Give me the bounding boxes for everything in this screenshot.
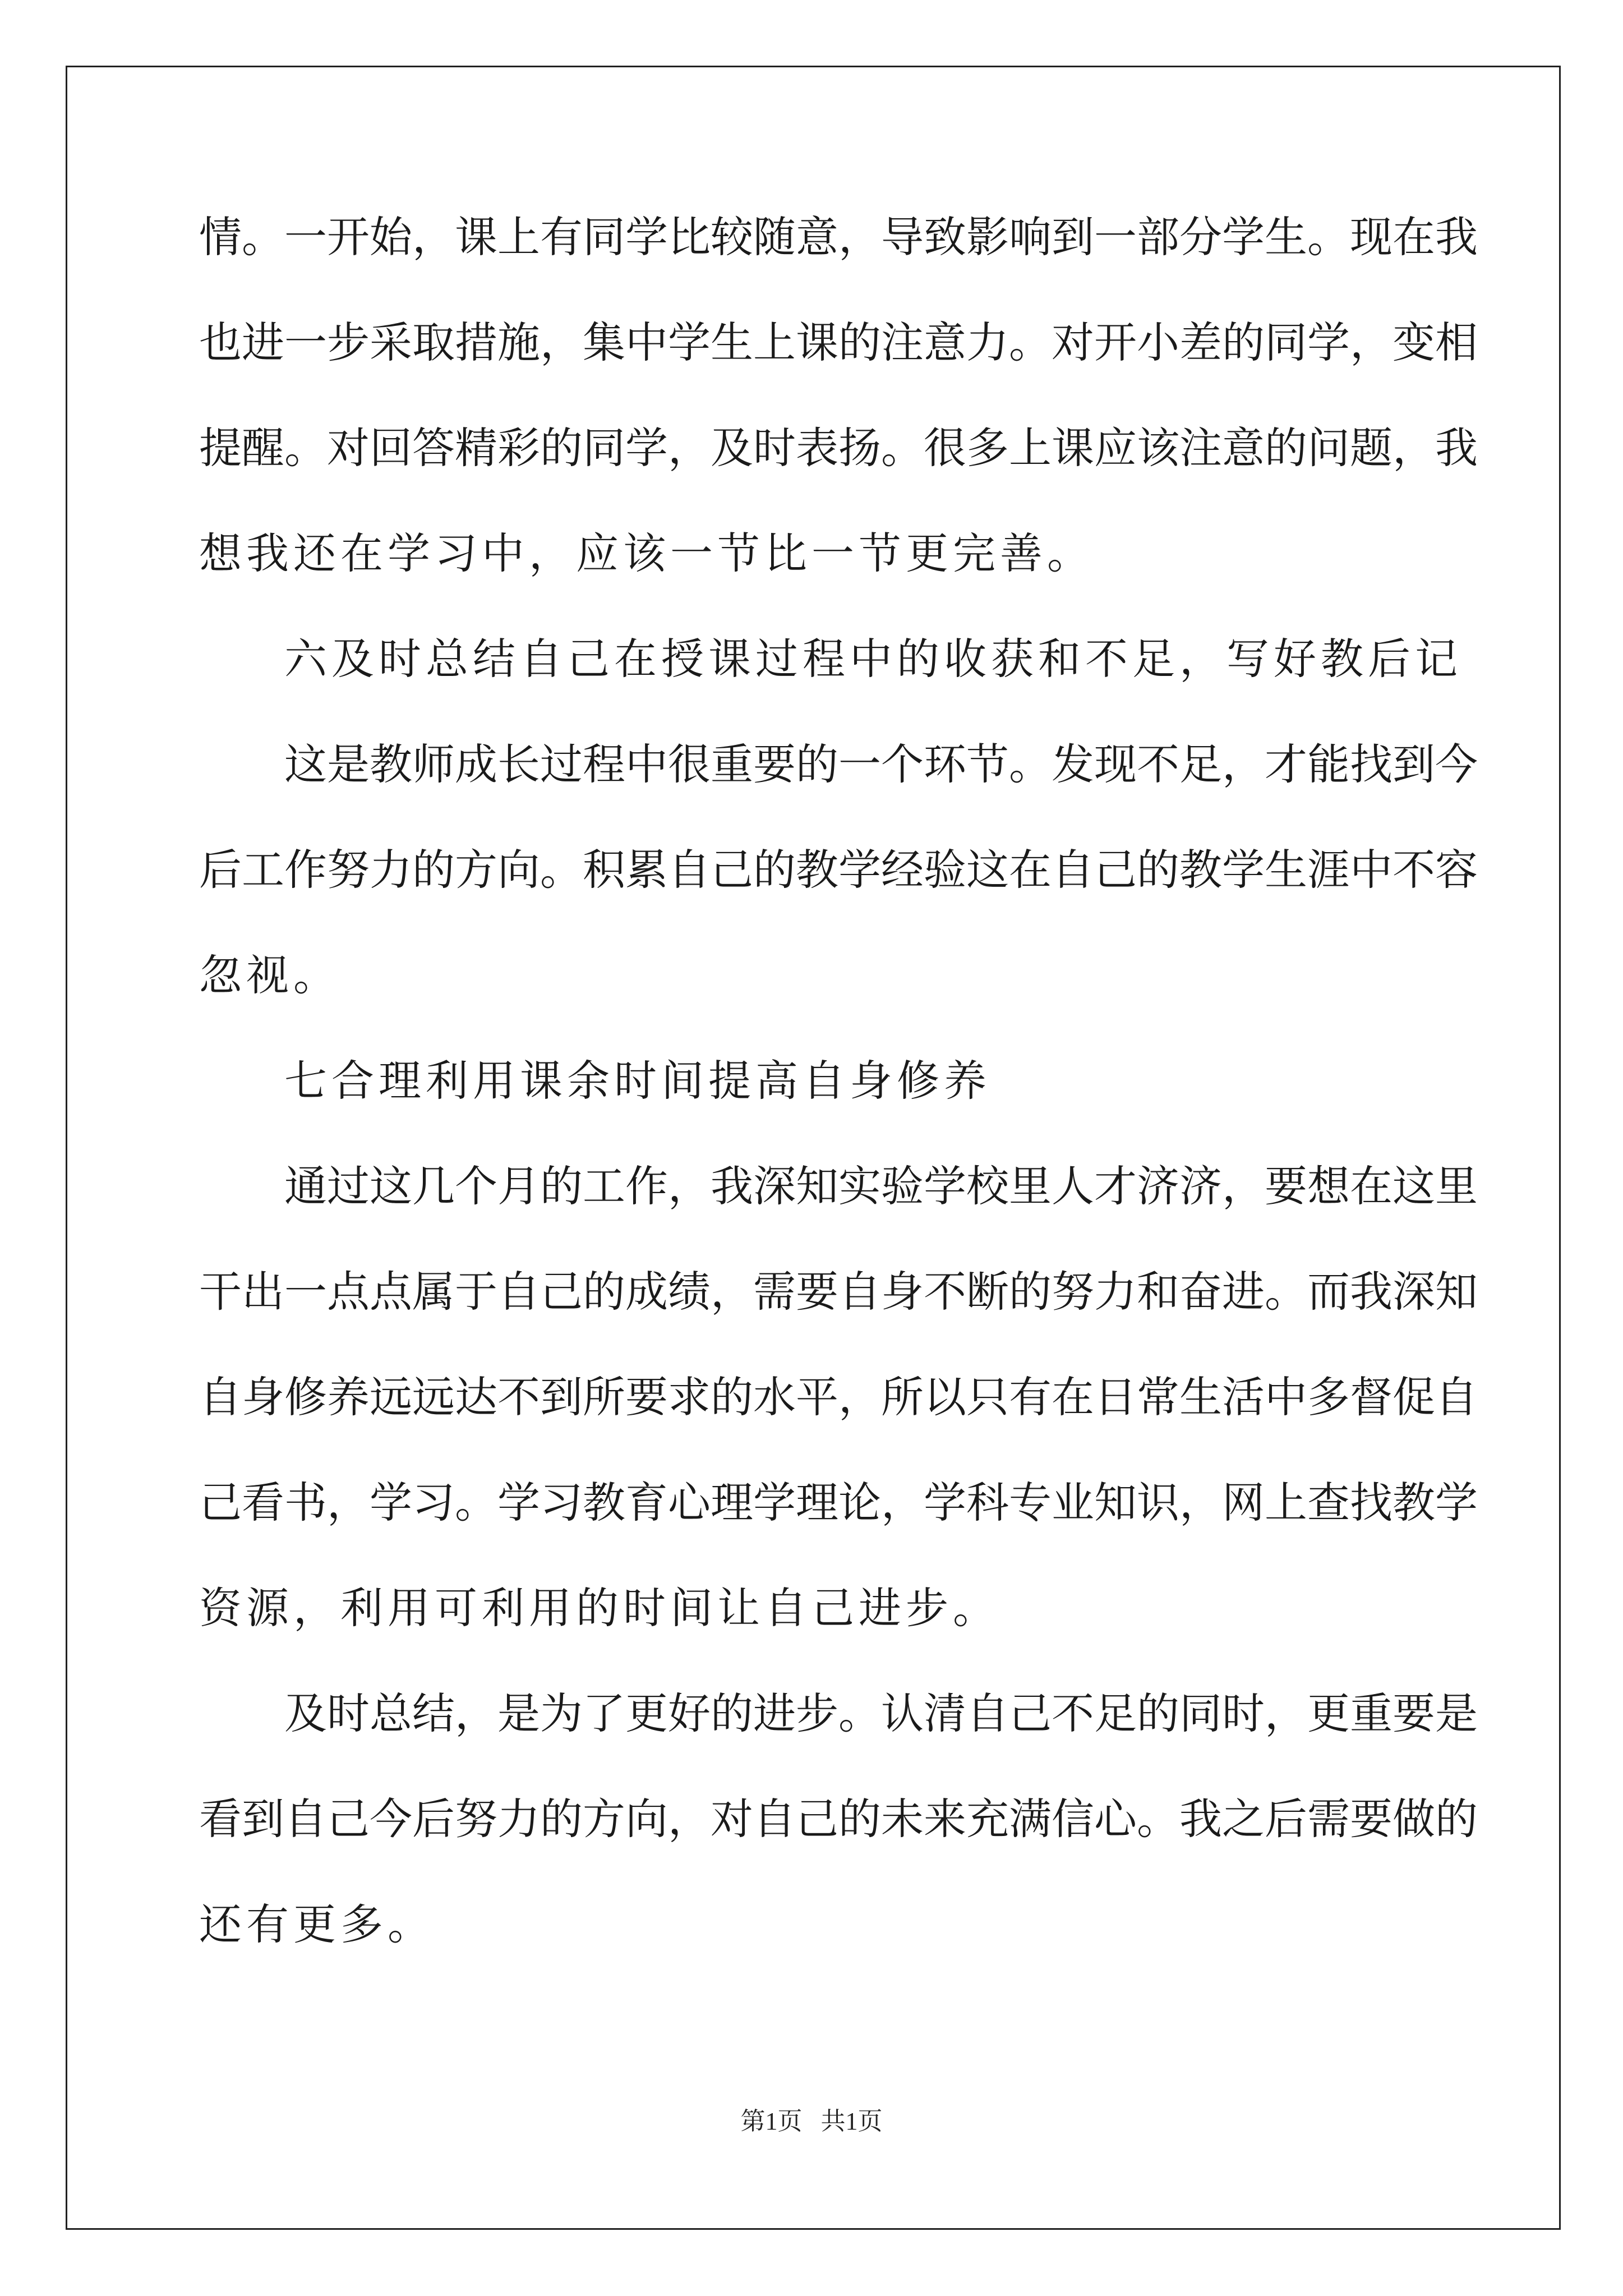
- text-line: 想我还在学习中，应该一节比一节更完善。: [199, 528, 1094, 578]
- text-line: 自身修养远远达不到所要求的水平，所以只有在日常生活中多督促自: [199, 1372, 1478, 1422]
- page-number-label: 第1页 共1页: [740, 2108, 883, 2135]
- text-line: 看到自己今后努力的方向，对自己的未来充满信心。我之后需要做的: [199, 1794, 1478, 1844]
- text-line: 后工作努力的方向。积累自己的教学经验这在自己的教学生涯中不容: [199, 845, 1478, 895]
- text-line: 干出一点点属于自己的成绩，需要自身不断的努力和奋进。而我深知: [199, 1267, 1478, 1317]
- text-line: 提醒。对回答精彩的同学，及时表扬。很多上课应该注意的问题，我: [199, 423, 1478, 473]
- text-line: 还有更多。: [199, 1899, 435, 1949]
- text-line: 六及时总结自己在授课过程中的收获和不足，写好教后记: [284, 634, 1462, 684]
- page-footer: [0, 2109, 1623, 2134]
- text-line: 通过这几个月的工作，我深知实验学校里人才济济，要想在这里: [284, 1161, 1478, 1211]
- text-line: 七合理利用课余时间提高自身修养: [284, 1056, 991, 1106]
- document-body: [199, 212, 1478, 2009]
- text-line: 及时总结，是为了更好的进步。认清自己不足的同时，更重要是: [284, 1688, 1478, 1738]
- text-line: 己看书，学习。学习教育心理学理论，学科专业知识，网上查找教学: [199, 1478, 1478, 1527]
- text-line: 忽视。: [199, 950, 340, 1000]
- text-line: 资源，利用可利用的时间让自己进步。: [199, 1583, 1000, 1633]
- text-line: 情。一开始，课上有同学比较随意，导致影响到一部分学生。现在我: [199, 212, 1478, 262]
- text-line: 这是教师成长过程中很重要的一个环节。发现不足，才能找到今: [284, 739, 1478, 789]
- text-line: 也进一步采取措施，集中学生上课的注意力。对开小差的同学，变相: [199, 318, 1478, 367]
